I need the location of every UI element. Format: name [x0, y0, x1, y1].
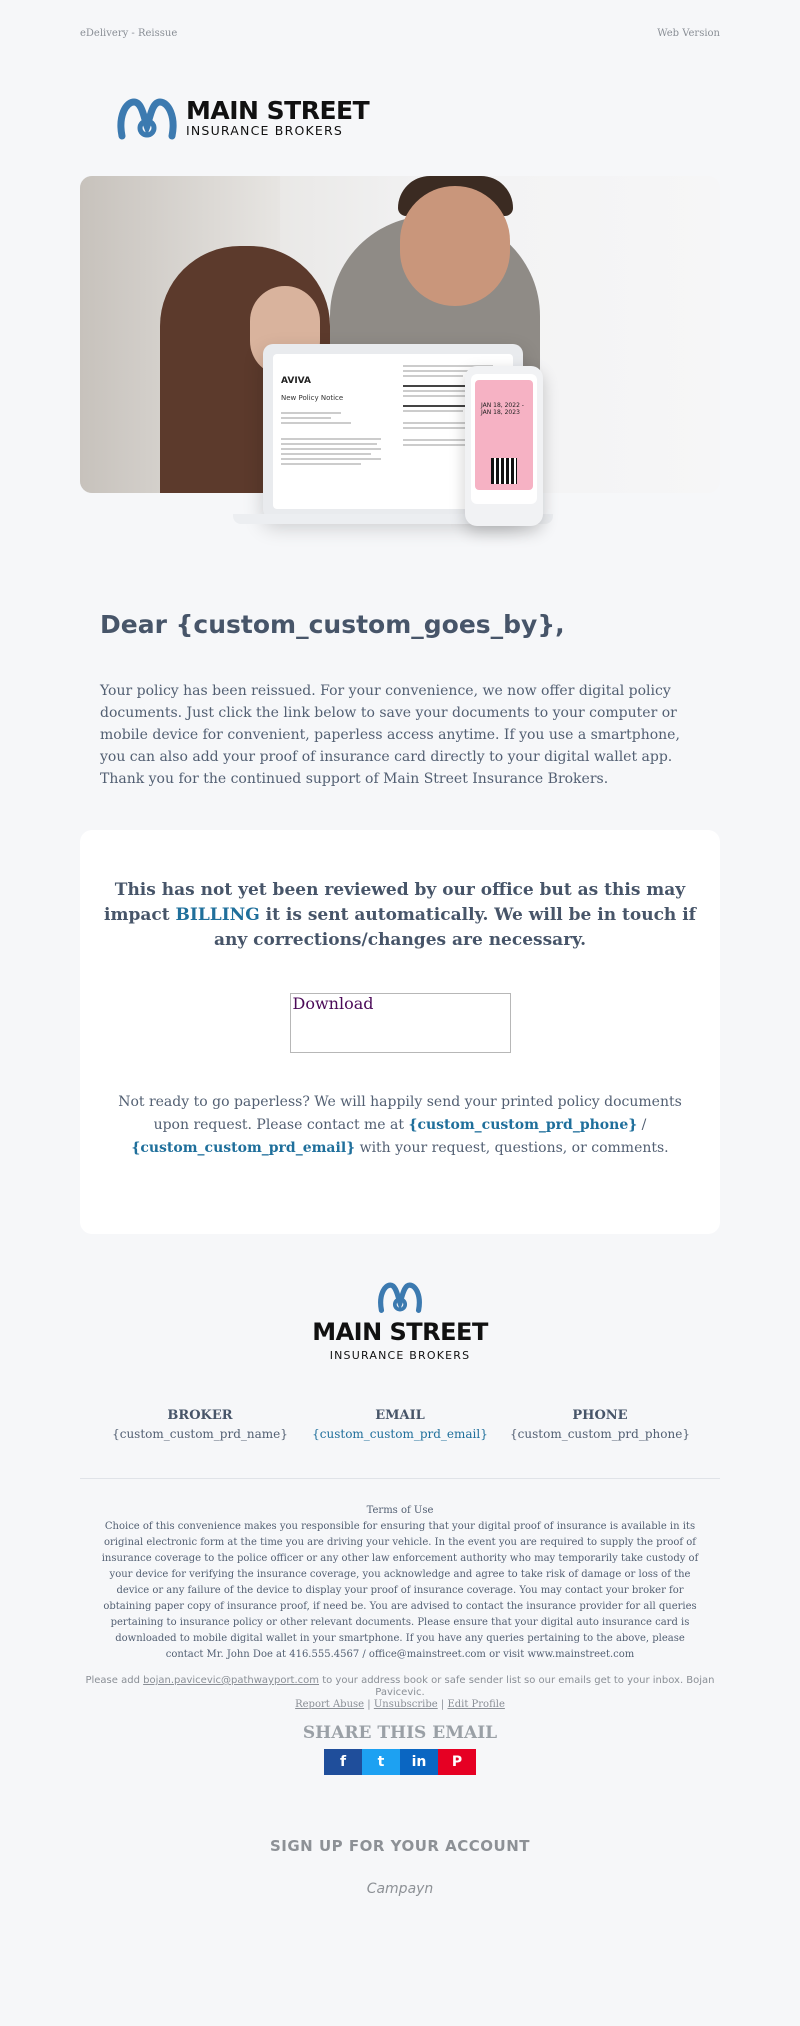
twitter-icon[interactable]: t: [362, 1749, 400, 1775]
contact-info: [100, 1408, 700, 1466]
share-title: SHARE THIS EMAIL: [302, 1723, 498, 1743]
hero-image: [80, 176, 720, 596]
billing-highlight: BILLING: [175, 905, 260, 925]
aviva-brand: AVIVA: [281, 376, 311, 386]
edelivery-label: eDelivery - Reissue: [80, 28, 178, 39]
billing-notice: This has not yet been reviewed by our office but as this may impact BILLING it is sent automatically. We will be in touch if any corrections/changes are necessary.: [104, 880, 696, 950]
email-value[interactable]: {custom_custom_prd_email}: [312, 1427, 488, 1441]
intro-paragraph: Your policy has been reissued. For your convenience, we now offer digital policy documents. Just click the link below to save your documents to your computer or mobile device for convenient, paperless access anytime. If you use a smartphone, you can also add your proof of insurance card directly to your digital wallet app. Thank you for the continued support of Main Street Insurance Brokers.: [100, 683, 680, 787]
facebook-icon[interactable]: f: [324, 1749, 362, 1775]
sender-address-link[interactable]: bojan.pavicevic@pathwayport.com: [143, 1675, 320, 1686]
qr-code-icon: [491, 458, 517, 484]
logo-sub-text: INSURANCE BROKERS: [186, 123, 344, 139]
main-street-logo[interactable]: [116, 96, 369, 140]
notice-card: [80, 830, 720, 1234]
footer-links: Report Abuse | Unsubscribe | Edit Profile: [295, 1699, 505, 1710]
terms-of-use: [80, 1479, 720, 1675]
terms-body: Choice of this convenience makes you responsible for ensuring that your digital proof of insurance is available in its original electronic form at the time you are driving your vehicle. In the event you are required to supply the proof of insurance coverage to the police officer or any other law enforcement authority who may temporarily take custody of your device for verifying the insurance coverage, you acknowledge and agree to take risk of damage or loss of the device or any failure of the device to display your proof of insurance coverage. You may contact your broker for obtaining paper copy of insurance proof, if need be. You are advised to contact the insurance provider for all queries pertaining to insurance policy or other relevant documents. Please ensure that your digital auto insurance card is downloaded to mobile digital wallet in your smartphone. If you have any queries pertaining to the above, please contact Mr. John Doe at 416.555.4567 / office@mainstreet.com or visit www.mainstreet.com: [101, 1521, 699, 1660]
phone-label: PHONE: [572, 1408, 628, 1423]
footer-notice: [80, 1675, 720, 1711]
campayn-logo[interactable]: Campayn: [366, 1881, 434, 1897]
report-abuse-link[interactable]: Report Abuse: [295, 1699, 365, 1710]
paperless-paragraph: Not ready to go paperless? We will happily send your printed policy documents upon request. Please contact me at {custom_custom_prd_phone} / {custom_custom_prd_email} with your request, questions, or comments.: [118, 1094, 682, 1156]
footer-logo[interactable]: [312, 1280, 488, 1362]
terms-title: Terms of Use: [366, 1505, 434, 1516]
broker-value: {custom_custom_prd_name}: [112, 1427, 288, 1441]
logo-main-text: MAIN STREET: [186, 96, 370, 126]
contact-phone-link[interactable]: {custom_custom_prd_phone}: [408, 1117, 638, 1133]
download-button[interactable]: Download: [290, 993, 511, 1053]
share-section: [80, 1723, 720, 1775]
digital-insurance-card: [475, 380, 533, 490]
unsubscribe-link[interactable]: Unsubscribe: [373, 1699, 438, 1710]
social-buttons: [80, 1749, 720, 1775]
ms-monogram-icon: [116, 96, 178, 140]
greeting: Dear {custom_custom_goes_by},: [100, 610, 565, 639]
email-label: EMAIL: [375, 1408, 425, 1423]
footer-logo-area: [80, 1234, 720, 1393]
safe-sender-text: Please add bojan.pavicevic@pathwayport.com to your address book or safe sender list so our emails get to your inbox. Bojan Pavicevic.: [85, 1675, 715, 1698]
phone-mockup: [465, 366, 543, 526]
top-bar: [80, 0, 720, 66]
linkedin-icon[interactable]: in: [400, 1749, 438, 1775]
email-column: [300, 1408, 500, 1466]
policy-notice-title: New Policy Notice: [281, 394, 344, 402]
header-logo-area: [80, 66, 720, 176]
phone-value: {custom_custom_prd_phone}: [510, 1427, 690, 1441]
pinterest-icon[interactable]: P: [438, 1749, 476, 1775]
card-date-range: JAN 18, 2022 - JAN 18, 2023: [481, 402, 524, 416]
web-version-link[interactable]: Web Version: [657, 28, 720, 39]
ms-monogram-icon: [377, 1280, 423, 1314]
contact-email-link[interactable]: {custom_custom_prd_email}: [131, 1140, 356, 1156]
logo-main-text: MAIN STREET: [312, 1317, 488, 1346]
broker-column: [100, 1408, 300, 1466]
signup-link[interactable]: SIGN UP FOR YOUR ACCOUNT: [269, 1837, 530, 1855]
phone-column: [500, 1408, 700, 1466]
broker-label: BROKER: [167, 1408, 233, 1423]
edit-profile-link[interactable]: Edit Profile: [447, 1699, 505, 1710]
logo-sub-text: INSURANCE BROKERS: [329, 1348, 471, 1362]
